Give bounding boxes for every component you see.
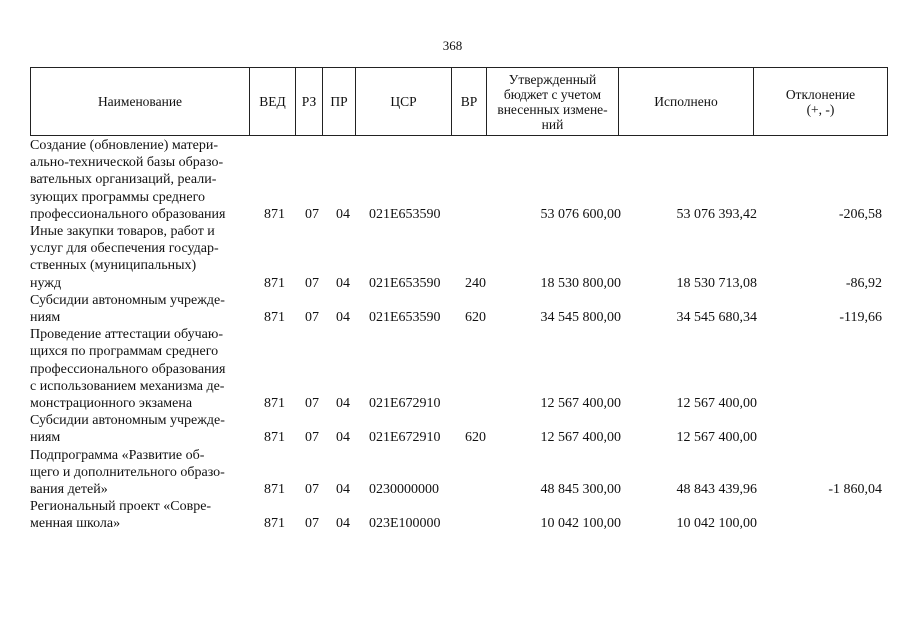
row-pr: 04 — [336, 396, 350, 412]
row-csr: 021E672910 — [369, 396, 441, 412]
row-name — [30, 412, 248, 446]
row-name-line: Субсидии автономным учрежде- — [30, 292, 225, 308]
row-deviation: -119,66 — [839, 310, 882, 326]
row-rz: 07 — [305, 396, 319, 412]
row-deviation: -206,58 — [838, 206, 882, 222]
row-csr: 023E100000 — [369, 516, 441, 532]
row-name-line: ально-технической базы образо- — [30, 155, 224, 171]
row-name-line: ственных (муниципальных) — [30, 258, 197, 274]
row-executed: 12 567 400,00 — [676, 430, 757, 446]
header-vr: ВР — [452, 68, 487, 136]
row-rz: 07 — [305, 482, 319, 498]
row-vr: 620 — [465, 430, 486, 446]
row-name-line: профессионального образования — [30, 206, 226, 222]
table-row — [30, 223, 890, 292]
row-name — [30, 498, 248, 532]
row-name-line: ниям — [30, 310, 61, 326]
row-name-line: Создание (обновление) матери- — [30, 138, 219, 153]
row-budget: 53 076 600,00 — [540, 206, 621, 222]
row-pr: 04 — [336, 206, 350, 222]
table-row — [30, 326, 890, 412]
row-deviation: -1 860,04 — [828, 482, 882, 498]
row-name — [30, 223, 248, 292]
row-vr: 620 — [465, 310, 486, 326]
header-deviation — [754, 68, 888, 136]
row-vr: 240 — [465, 275, 486, 291]
header-rz: РЗ — [296, 68, 323, 136]
header-executed: Исполнено — [619, 68, 754, 136]
header-budget-line: бюджет с учетом — [503, 86, 602, 102]
row-rz: 07 — [305, 310, 319, 326]
header-deviation-line: (+, -) — [806, 101, 835, 117]
row-name-line: щихся по программам среднего — [30, 344, 219, 360]
row-deviation: -86,92 — [845, 275, 882, 291]
row-budget: 18 530 800,00 — [540, 275, 621, 291]
row-executed: 53 076 393,42 — [676, 206, 757, 222]
row-csr: 021E653590 — [369, 275, 441, 291]
row-budget: 10 042 100,00 — [540, 516, 621, 532]
row-executed: 34 545 680,34 — [676, 310, 757, 326]
row-name — [30, 292, 248, 326]
row-name-line: вательных организаций, реали- — [30, 172, 217, 188]
header-name: Наименование — [31, 68, 250, 136]
row-ved: 871 — [264, 482, 285, 498]
row-rz: 07 — [305, 430, 319, 446]
row-ved: 871 — [264, 516, 285, 532]
header-budget-line: внесенных измене- — [497, 101, 608, 117]
row-executed: 12 567 400,00 — [676, 396, 757, 412]
row-name-line: Региональный проект «Совре- — [30, 499, 212, 515]
row-rz: 07 — [305, 516, 319, 532]
row-ved: 871 — [264, 206, 285, 222]
row-budget: 34 545 800,00 — [540, 310, 621, 326]
row-csr: 021E653590 — [369, 310, 441, 326]
header-deviation-line: Отклонение — [785, 86, 856, 102]
row-ved: 871 — [264, 396, 285, 412]
row-name-line: зующих программы среднего — [30, 189, 206, 205]
table-header — [30, 67, 888, 136]
row-name-line: услуг для обеспечения государ- — [30, 241, 219, 257]
row-name-line: профессионального образования — [30, 361, 226, 377]
row-executed: 18 530 713,08 — [676, 275, 757, 291]
table-row — [30, 498, 890, 532]
table-row — [30, 447, 890, 499]
row-budget: 12 567 400,00 — [540, 430, 621, 446]
page-number: 368 — [442, 38, 463, 53]
row-name-line: вания детей» — [30, 482, 108, 498]
row-rz: 07 — [305, 206, 319, 222]
row-name-line: с использованием механизма де- — [30, 378, 225, 394]
row-pr: 04 — [336, 310, 350, 326]
row-name-line: Подпрограмма «Развитие об- — [30, 447, 205, 463]
row-name-line: монстрационного экзамена — [30, 396, 193, 412]
row-pr: 04 — [336, 275, 350, 291]
row-executed: 48 843 439,96 — [676, 482, 757, 498]
table-body — [30, 137, 890, 533]
row-name — [30, 326, 248, 412]
row-csr: 021E653590 — [369, 206, 441, 222]
row-pr: 04 — [336, 516, 350, 532]
row-ved: 871 — [264, 275, 285, 291]
row-ved: 871 — [264, 310, 285, 326]
header-pr: ПР — [323, 68, 356, 136]
header-budget-line: ний — [541, 116, 564, 132]
header-budget-line: Утвержденный — [508, 71, 597, 87]
row-name-line: Иные закупки товаров, работ и — [30, 224, 215, 240]
row-name-line: ниям — [30, 430, 61, 446]
row-name-line: Проведение аттестации обучаю- — [30, 327, 224, 343]
table-row — [30, 412, 890, 446]
row-executed: 10 042 100,00 — [676, 516, 757, 532]
row-name-line: менная школа» — [30, 516, 121, 532]
row-name-line: щего и дополнительного образо- — [30, 464, 225, 480]
row-csr: 0230000000 — [369, 482, 439, 498]
header-csr: ЦСР — [356, 68, 452, 136]
header-budget — [487, 68, 619, 136]
table-row — [30, 292, 890, 326]
row-csr: 021E672910 — [369, 430, 441, 446]
row-rz: 07 — [305, 275, 319, 291]
row-ved: 871 — [264, 430, 285, 446]
row-name — [30, 137, 248, 223]
table-row — [30, 137, 890, 223]
row-name-line: нужд — [30, 275, 62, 291]
row-pr: 04 — [336, 482, 350, 498]
row-budget: 48 845 300,00 — [540, 482, 621, 498]
header-ved: ВЕД — [250, 68, 296, 136]
row-name — [30, 447, 248, 499]
row-budget: 12 567 400,00 — [540, 396, 621, 412]
row-name-line: Субсидии автономным учрежде- — [30, 413, 225, 429]
row-pr: 04 — [336, 430, 350, 446]
